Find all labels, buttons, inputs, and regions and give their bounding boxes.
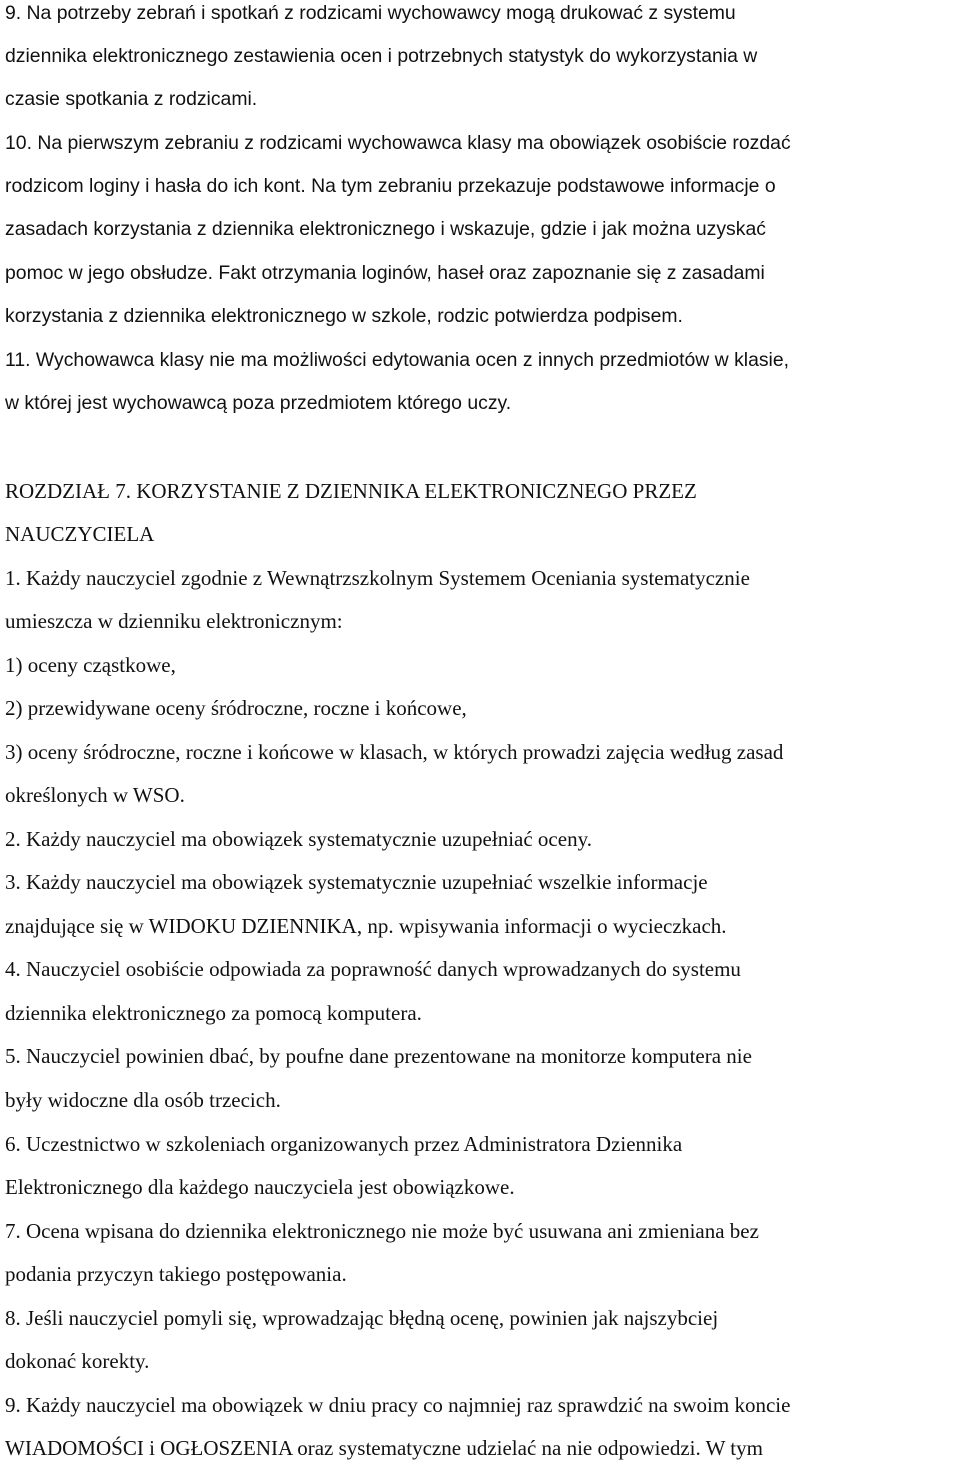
text-line: czasie spotkania z rodzicami.: [5, 88, 258, 110]
text-line: były widoczne dla osób trzecich.: [5, 1088, 281, 1112]
chapter-heading: NAUCZYCIELA: [5, 522, 155, 546]
list-item: 1) oceny cząstkowe,: [5, 653, 176, 677]
text-line: 3. Każdy nauczyciel ma obowiązek systematycznie uzupełniać wszelkie informacje: [5, 870, 708, 894]
text-line: 10. Na pierwszym zebraniu z rodzicami wychowawca klasy ma obowiązek osobiście rozdać: [5, 132, 791, 154]
text-line: 6. Uczestnictwo w szkoleniach organizowanych przez Administratora Dziennika: [5, 1132, 683, 1156]
text-line: Elektronicznego dla każdego nauczyciela jest obowiązkowe.: [5, 1175, 515, 1199]
text-line: 9. Każdy nauczyciel ma obowiązek w dniu pracy co najmniej raz sprawdzić na swoim koncie: [5, 1393, 791, 1417]
text-line: 7. Ocena wpisana do dziennika elektronicznego nie może być usuwana ani zmieniana bez: [5, 1219, 759, 1243]
text-line: 2. Każdy nauczyciel ma obowiązek systematycznie uzupełniać oceny.: [5, 827, 592, 851]
text-line: WIADOMOŚCI i OGŁOSZENIA oraz systematyczne udzielać na nie odpowiedzi. W tym: [5, 1436, 763, 1460]
text-line: określonych w WSO.: [5, 783, 185, 807]
text-line: dziennika elektronicznego zestawienia ocen i potrzebnych statystyk do wykorzystania w: [5, 45, 758, 67]
text-line: 8. Jeśli nauczyciel pomyli się, wprowadzając błędną ocenę, powinien jak najszybciej: [5, 1306, 719, 1330]
text-line: dokonać korekty.: [5, 1349, 150, 1373]
text-line: 1. Każdy nauczyciel zgodnie z Wewnątrzszkolnym Systemem Oceniania systematycznie: [5, 566, 750, 590]
text-line: 9. Na potrzeby zebrań i spotkań z rodzicami wychowawcy mogą drukować z systemu: [5, 2, 736, 24]
text-line: pomoc w jego obsłudze. Fakt otrzymania loginów, haseł oraz zapoznanie się z zasadami: [5, 262, 765, 284]
list-item: 2) przewidywane oceny śródroczne, roczne i końcowe,: [5, 696, 467, 720]
list-item: 3) oceny śródroczne, roczne i końcowe w klasach, w których prowadzi zajęcia według zasad: [5, 740, 784, 764]
text-line: 4. Nauczyciel osobiście odpowiada za poprawność danych wprowadzanych do systemu: [5, 957, 741, 981]
text-line: korzystania z dziennika elektronicznego w szkole, rodzic potwierdza podpisem.: [5, 305, 683, 327]
text-line: dziennika elektronicznego za pomocą komputera.: [5, 1001, 422, 1025]
text-line: 5. Nauczyciel powinien dbać, by poufne dane prezentowane na monitorze komputera nie: [5, 1044, 752, 1068]
text-line: podania przyczyn takiego postępowania.: [5, 1262, 347, 1286]
text-line: zasadach korzystania z dziennika elektronicznego i wskazuje, gdzie i jak można uzyskać: [5, 218, 766, 240]
text-line: 11. Wychowawca klasy nie ma możliwości edytowania ocen z innych przedmiotów w klasie,: [5, 349, 790, 371]
text-line: umieszcza w dzienniku elektronicznym:: [5, 609, 343, 633]
text-line: w której jest wychowawcą poza przedmiotem którego uczy.: [5, 392, 512, 414]
text-line: znajdujące się w WIDOKU DZIENNIKA, np. wpisywania informacji o wycieczkach.: [5, 914, 727, 938]
chapter-heading: ROZDZIAŁ 7. KORZYSTANIE Z DZIENNIKA ELEKTRONICZNEGO PRZEZ: [5, 479, 697, 503]
text-line: rodzicom loginy i hasła do ich kont. Na tym zebraniu przekazuje podstawowe informacje o: [5, 175, 776, 197]
